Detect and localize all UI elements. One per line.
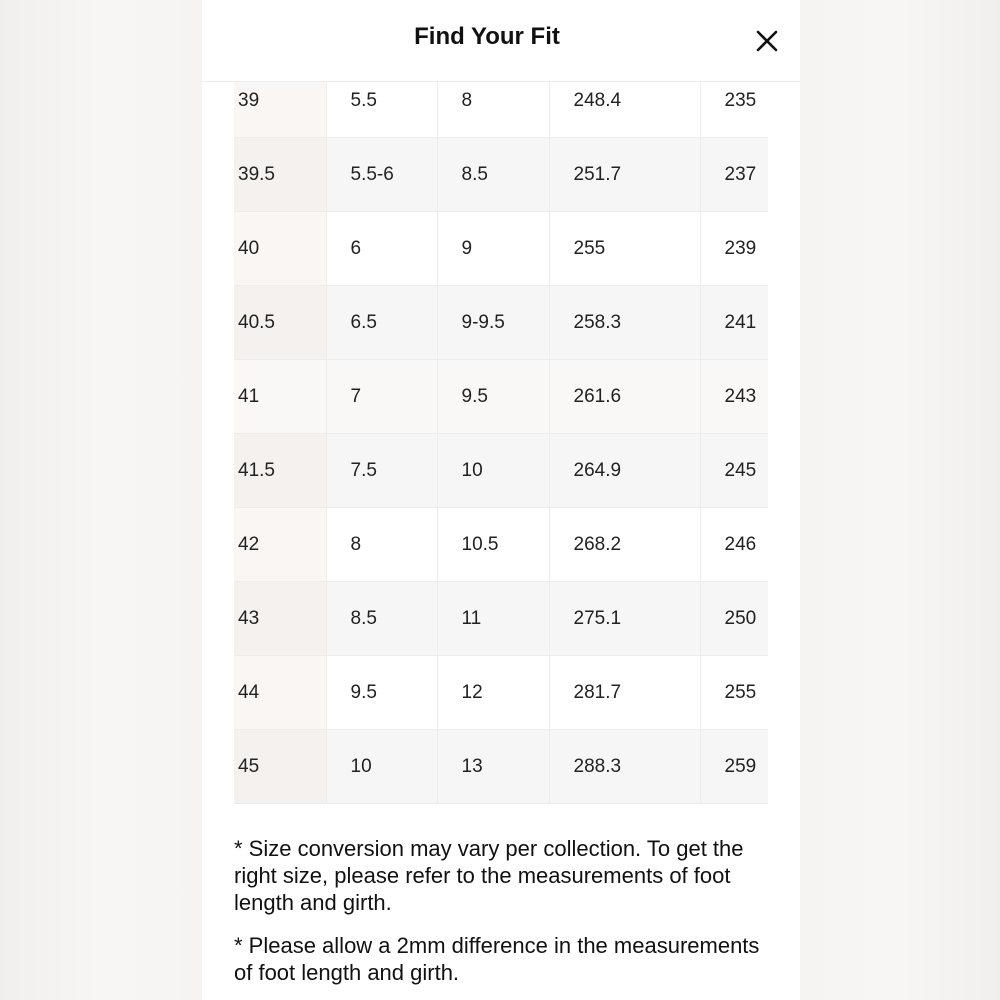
size-row bbox=[234, 138, 768, 212]
size-cell: 9.5 bbox=[326, 656, 437, 730]
size-row bbox=[234, 730, 768, 804]
size-cell: 8 bbox=[437, 64, 549, 138]
size-cell: 39.5 bbox=[234, 138, 326, 212]
size-cell: 9 bbox=[437, 212, 549, 286]
size-cell: 44 bbox=[234, 656, 326, 730]
size-cell: 255 bbox=[700, 656, 768, 730]
find-your-fit-modal bbox=[202, 0, 800, 1000]
size-cell: 42 bbox=[234, 508, 326, 582]
size-cell: 5.5 bbox=[326, 64, 437, 138]
size-cell: 241 bbox=[700, 286, 768, 360]
size-cell: 41 bbox=[234, 360, 326, 434]
size-chart-table bbox=[234, 64, 768, 804]
size-cell: 41.5 bbox=[234, 434, 326, 508]
size-cell: 8.5 bbox=[437, 138, 549, 212]
size-cell: 251.7 bbox=[549, 138, 700, 212]
size-cell: 6 bbox=[326, 212, 437, 286]
size-cell: 45 bbox=[234, 730, 326, 804]
size-cell: 239 bbox=[700, 212, 768, 286]
size-chart-table-container[interactable] bbox=[234, 64, 768, 804]
size-note-conversion: * Size conversion may vary per collection. To get the right size, please refer to the measurements of foot length and girth. bbox=[234, 836, 744, 915]
size-cell: 13 bbox=[437, 730, 549, 804]
size-cell: 5.5-6 bbox=[326, 138, 437, 212]
size-cell: 10 bbox=[326, 730, 437, 804]
modal-title: Find Your Fit bbox=[414, 23, 560, 50]
size-cell: 255 bbox=[549, 212, 700, 286]
size-cell: 250 bbox=[700, 582, 768, 656]
size-cell: 261.6 bbox=[549, 360, 700, 434]
size-cell: 268.2 bbox=[549, 508, 700, 582]
size-notes bbox=[234, 835, 774, 1000]
size-cell: 248.4 bbox=[549, 64, 700, 138]
size-cell: 7 bbox=[326, 360, 437, 434]
size-cell: 8.5 bbox=[326, 582, 437, 656]
size-row bbox=[234, 286, 768, 360]
size-cell: 243 bbox=[700, 360, 768, 434]
size-row bbox=[234, 508, 768, 582]
size-cell: 281.7 bbox=[549, 656, 700, 730]
size-cell: 246 bbox=[700, 508, 768, 582]
size-row bbox=[234, 656, 768, 730]
size-cell: 237 bbox=[700, 138, 768, 212]
size-cell: 10 bbox=[437, 434, 549, 508]
size-cell: 7.5 bbox=[326, 434, 437, 508]
size-cell: 264.9 bbox=[549, 434, 700, 508]
close-button[interactable] bbox=[754, 28, 780, 54]
size-cell: 40.5 bbox=[234, 286, 326, 360]
modal-header bbox=[202, 0, 800, 82]
size-cell: 12 bbox=[437, 656, 549, 730]
size-cell: 40 bbox=[234, 212, 326, 286]
size-chart-body bbox=[234, 64, 768, 804]
size-cell: 245 bbox=[700, 434, 768, 508]
size-cell: 259 bbox=[700, 730, 768, 804]
size-row bbox=[234, 582, 768, 656]
size-cell: 235 bbox=[700, 64, 768, 138]
size-cell: 275.1 bbox=[549, 582, 700, 656]
size-row bbox=[234, 360, 768, 434]
close-icon bbox=[754, 28, 780, 54]
size-cell: 6.5 bbox=[326, 286, 437, 360]
size-cell: 8 bbox=[326, 508, 437, 582]
size-cell: 288.3 bbox=[549, 730, 700, 804]
size-cell: 11 bbox=[437, 582, 549, 656]
size-row bbox=[234, 434, 768, 508]
size-cell: 258.3 bbox=[549, 286, 700, 360]
size-cell: 9.5 bbox=[437, 360, 549, 434]
size-cell: 10.5 bbox=[437, 508, 549, 582]
size-cell: 43 bbox=[234, 582, 326, 656]
size-cell: 9-9.5 bbox=[437, 286, 549, 360]
size-cell: 39 bbox=[234, 64, 326, 138]
size-row bbox=[234, 212, 768, 286]
size-note-tolerance: * Please allow a 2mm difference in the measurements of foot length and girth. bbox=[234, 933, 760, 985]
